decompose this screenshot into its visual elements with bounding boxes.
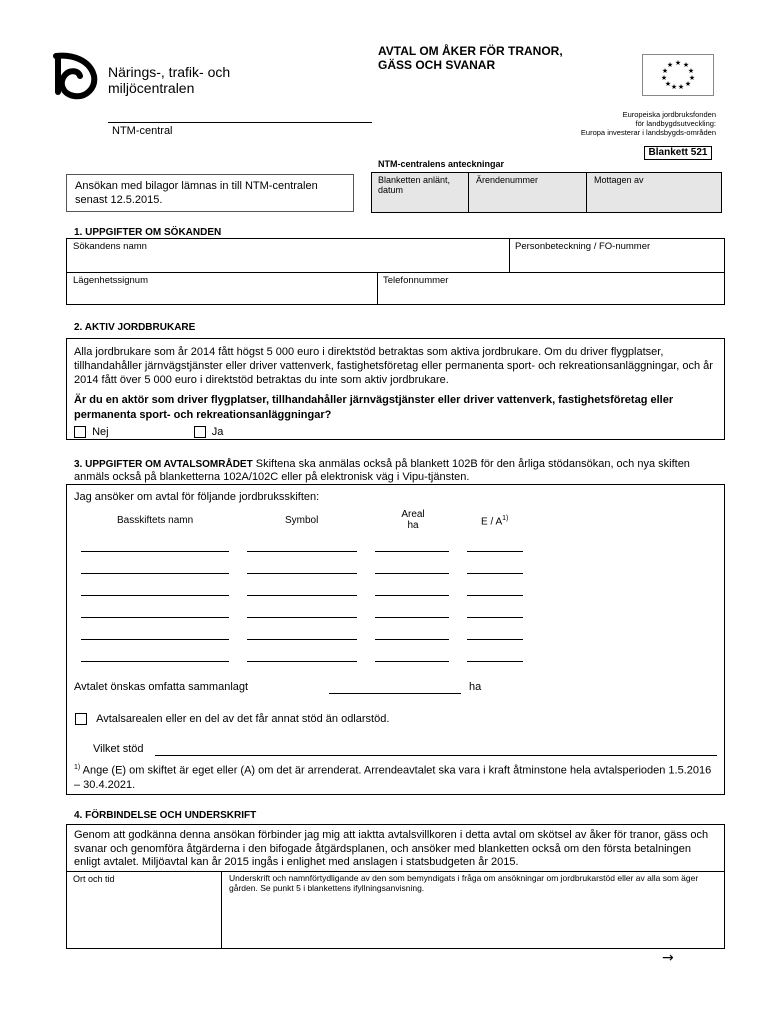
parcel-row[interactable]: [67, 655, 724, 665]
which-support-label: Vilket stöd: [93, 743, 144, 755]
ntm-central-line: [108, 122, 372, 123]
applicant-name-label: Sökandens namn: [73, 241, 147, 252]
submit-note: [66, 174, 354, 212]
col-owned-rented-sup: 1): [502, 515, 509, 522]
no-label: Nej: [92, 426, 109, 438]
col-area-unit: ha: [407, 520, 419, 531]
svg-text:★: ★: [670, 83, 678, 91]
section2-question: Är du en aktör som driver flygplatser, tillhandahåller järnvägstjänster eller driver vattenverk, fastighetsföretag eller permanenta sport- och rekreationsanläggningar?: [74, 394, 674, 421]
svg-text:★: ★: [687, 67, 695, 75]
eu-text-line2: för landbygdsutveckling:: [635, 119, 716, 128]
place-date-field[interactable]: [67, 872, 221, 948]
col-owned-rented: [481, 515, 508, 527]
section2-text: Alla jordbrukare som år 2014 fått högst 5 000 euro i direktstöd betraktas som aktiva jordbrukare. Om du driver flygplatser, tillhandahåller järnvägstjänster eller driver vattenverk, fastighetsföretag eller permanenta sport- och rekreationsanläggningar, och år 2014 fått över 5 000 euro i direktstöd betraktas du inte som aktiv jordbrukare.: [74, 346, 713, 386]
parcel-row[interactable]: [67, 567, 724, 577]
yes-checkbox[interactable]: [194, 426, 206, 438]
applicant-name-field[interactable]: [67, 239, 509, 272]
parcel-row[interactable]: [67, 611, 724, 621]
which-support-field[interactable]: [155, 755, 717, 756]
svg-text:★: ★: [674, 59, 682, 67]
form-title-line1: AVTAL OM ÅKER FÖR TRANOR,: [378, 44, 563, 58]
section3-box: [66, 484, 725, 795]
other-support-checkbox[interactable]: [75, 713, 87, 725]
parcel-row[interactable]: [67, 545, 724, 555]
ntm-col-received-by: Mottagen av: [594, 175, 644, 185]
phone-field[interactable]: [378, 273, 724, 304]
place-date-label: Ort och tid: [73, 874, 115, 884]
farm-id-field[interactable]: [67, 273, 377, 304]
next-page-arrow-icon[interactable]: →: [662, 950, 674, 966]
section4-box: [66, 824, 725, 949]
total-area-label: Avtalet önskas omfatta sammanlagt: [74, 681, 249, 693]
ntm-central-label: NTM-central: [112, 125, 173, 137]
signature-label: Underskrift och namnförtydligande av den som bemyndigats i fråga om ansökningar om jordbrukarstöd eller av alla som äger gården. Se punkt 5 i blankettens ifyllningsanvisning.: [229, 873, 699, 893]
ntm-logo-icon: [52, 52, 100, 100]
section2-box: [66, 338, 725, 440]
parcel-row[interactable]: [67, 633, 724, 643]
phone-label: Telefonnummer: [383, 275, 449, 286]
svg-text:★: ★: [688, 74, 696, 82]
ntm-notes-title: NTM-centralens anteckningar: [378, 159, 505, 169]
blankett-label: Blankett 521: [648, 147, 708, 158]
other-support-label: Avtalsarealen eller en del av det får annat stöd än odlarstöd.: [96, 713, 390, 725]
ntm-col-case-number: Ärendenummer: [476, 175, 539, 185]
svg-text:★: ★: [682, 61, 690, 69]
logo-text-line1: Närings-, trafik- och: [108, 64, 231, 80]
yes-label: Ja: [211, 426, 224, 438]
section4-text: Genom att godkänna denna ansökan förbinder jag mig att iaktta avtalsvillkoren i detta avtal om skötsel av åker för tranor, gäss och svanar och genomföra åtgärderna i den bifogade åtgärdsplanen, och ansöker med blanketten också om den första betalningen enligt avtalet. Miljöavtal kan år 2015 ingås i enlighet med anslagen i statsbudgeten år 2015.: [74, 829, 709, 868]
parcel-row[interactable]: [67, 589, 724, 599]
section1-title: 1. UPPGIFTER OM SÖKANDEN: [74, 227, 222, 238]
total-area-unit: ha: [469, 681, 482, 693]
svg-text:★: ★: [660, 74, 668, 82]
ntm-notes-box: [371, 172, 722, 213]
eu-text-line1: Europeiska jordbruksfonden: [622, 110, 716, 119]
svg-text:★: ★: [664, 80, 672, 88]
other-support-row: [75, 713, 389, 725]
col-symbol: Symbol: [285, 515, 319, 526]
form-title: [378, 44, 563, 72]
eu-text-line3: Europa investerar i landsbygds-områden: [580, 128, 716, 137]
personal-id-field[interactable]: [510, 239, 724, 272]
form-title-line2: GÄSS OCH SVANAR: [378, 58, 496, 72]
ntm-col-received: Blanketten anlänt, datum: [378, 175, 451, 195]
submit-note-text: Ansökan med bilagor lämnas in till NTM-centralen senast 12.5.2015.: [75, 180, 318, 206]
no-checkbox[interactable]: [74, 426, 86, 438]
section3-header: [74, 458, 720, 484]
svg-text:★: ★: [661, 67, 669, 75]
signature-field[interactable]: [222, 872, 724, 948]
section2-title: 2. AKTIV JORDBRUKARE: [74, 322, 196, 333]
col-area-label: Areal: [401, 509, 425, 520]
footnote: [74, 761, 714, 792]
personal-id-label: Personbeteckning / FO-nummer: [515, 241, 651, 252]
section3-title: 3. UPPGIFTER OM AVTALSOMRÅDET: [74, 459, 253, 470]
logo-text: [108, 64, 230, 96]
col-area: [385, 509, 441, 531]
section3-note: Skiftena ska anmälas också på blankett 102B för den årliga stödansökan, och nya skiften anmäls också på blanketterna 102A/102C eller på elektronisk väg i Vipu-tjänsten.: [74, 458, 690, 483]
footnote-text: Ange (E) om skiftet är eget eller (A) om det är arrenderat. Arrendeavtalet ska vara i kraft åtminstone hela avtalsperioden 1.5.2016 – 30.4.2021.: [74, 764, 712, 791]
section4-title: 4. FÖRBINDELSE OCH UNDERSKRIFT: [74, 810, 257, 821]
col-owned-rented-label: E / A: [481, 516, 503, 528]
farm-id-label: Lägenhetssignum: [73, 275, 148, 286]
total-area-field[interactable]: [329, 693, 461, 694]
eu-text: [581, 110, 716, 137]
section1-box: [66, 238, 725, 305]
svg-text:★: ★: [666, 61, 674, 69]
footnote-sup: 1): [74, 764, 81, 771]
svg-text:★: ★: [684, 80, 692, 88]
svg-text:★: ★: [677, 83, 685, 91]
blankett-number: [644, 146, 712, 160]
eu-flag-icon: [642, 54, 714, 96]
col-parcel-name: Basskiftets namn: [117, 515, 194, 526]
logo-text-line2: miljöcentralen: [108, 80, 195, 96]
section3-intro: Jag ansöker om avtal för följande jordbruksskiften:: [74, 491, 320, 503]
